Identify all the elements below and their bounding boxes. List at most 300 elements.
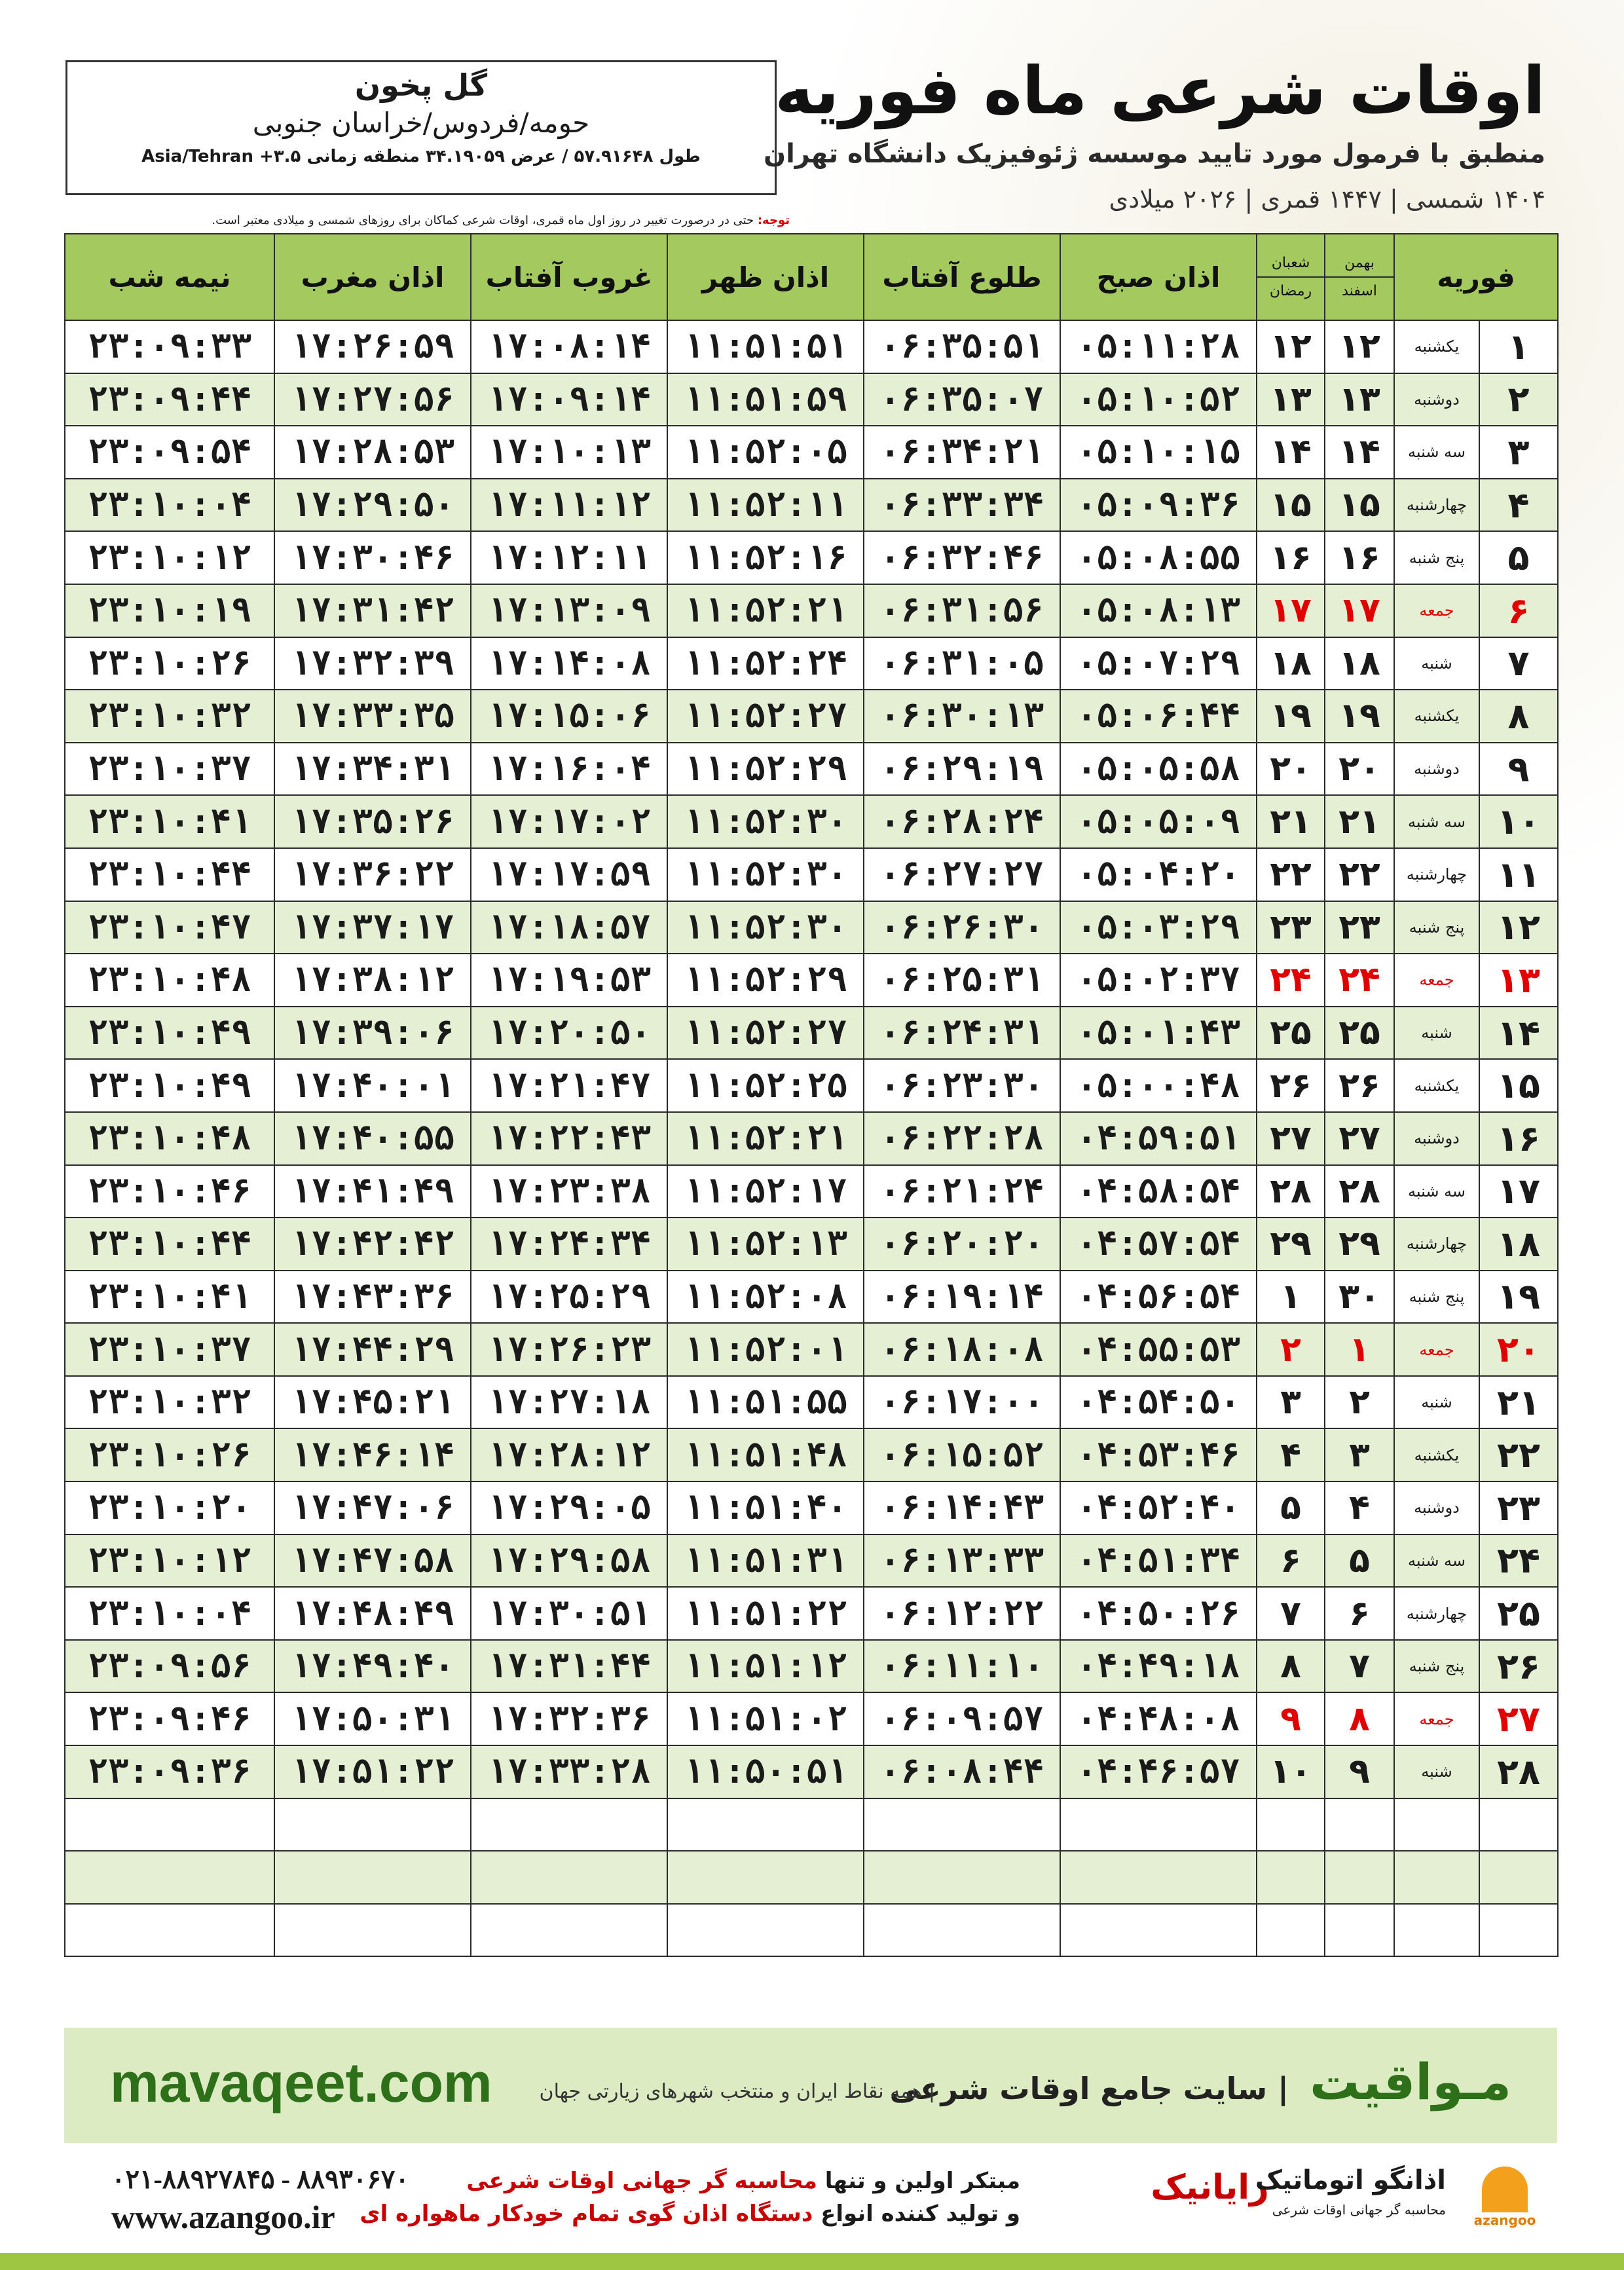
midnight-time: ۲۳:۰۹:۴۴: [65, 373, 274, 426]
dhuhr-time: ۱۱:۵۱:۲۲: [667, 1587, 864, 1640]
sunrise-time: ۰۶:۱۹:۱۴: [864, 1271, 1060, 1324]
midnight-time: ۲۳:۱۰:۴۴: [65, 848, 274, 901]
weekday: جمعه: [1394, 584, 1479, 637]
qamari-day: ۲۸: [1257, 1165, 1325, 1218]
fajr-time: ۰۵:۰۹:۳۶: [1060, 479, 1257, 532]
fajr-time: ۰۴:۵۴:۵۰: [1060, 1376, 1257, 1429]
fajr-time: ۰۴:۵۰:۲۶: [1060, 1587, 1257, 1640]
shamsi-day: ۱۴: [1325, 426, 1394, 479]
shamsi-day: ۱۶: [1325, 531, 1394, 584]
banner-brand: مـواقیت: [1310, 2053, 1511, 2111]
maghrib-time: ۱۷:۲۶:۵۹: [274, 320, 471, 373]
sunset-time: ۱۷:۰۸:۱۴: [471, 320, 667, 373]
sunset-time: ۱۷:۳۲:۳۶: [471, 1692, 667, 1745]
weekday: دوشنبه: [1394, 373, 1479, 426]
midnight-time: ۲۳:۱۰:۴۷: [65, 901, 274, 954]
weekday: پنج شنبه: [1394, 1271, 1479, 1324]
qamari-day: ۲۷: [1257, 1112, 1325, 1165]
midnight-time: ۲۳:۱۰:۳۷: [65, 743, 274, 796]
weekday: جمعه: [1394, 954, 1479, 1007]
fajr-time: ۰۴:۴۶:۵۷: [1060, 1745, 1257, 1798]
qamari-day: ۲۳: [1257, 901, 1325, 954]
table-row: [65, 531, 1558, 584]
fajr-time: ۰۴:۴۸:۰۸: [1060, 1692, 1257, 1745]
dhuhr-time: ۱۱:۵۱:۰۲: [667, 1692, 864, 1745]
qamari-day: ۲: [1257, 1323, 1325, 1376]
sunset-time: ۱۷:۱۵:۰۶: [471, 690, 667, 743]
fajr-time: ۰۵:۰۲:۳۷: [1060, 954, 1257, 1007]
weekday: پنج شنبه: [1394, 1640, 1479, 1693]
fajr-time: ۰۴:۵۹:۵۱: [1060, 1112, 1257, 1165]
dhuhr-time: ۱۱:۵۲:۱۷: [667, 1165, 864, 1218]
sunrise-time: ۰۶:۰۸:۴۴: [864, 1745, 1060, 1798]
midnight-time: ۲۳:۱۰:۳۲: [65, 1376, 274, 1429]
midnight-time: [65, 1798, 274, 1851]
weekday: چهارشنبه: [1394, 1218, 1479, 1271]
fajr-time: ۰۵:۱۱:۲۸: [1060, 320, 1257, 373]
weekday: [1394, 1904, 1479, 1957]
maghrib-time: ۱۷:۳۳:۳۵: [274, 690, 471, 743]
table-row: [65, 373, 1558, 426]
note-label: توجه:: [757, 214, 790, 227]
day-number: ۱۵: [1479, 1059, 1558, 1112]
dhuhr-time: ۱۱:۵۱:۵۹: [667, 373, 864, 426]
sunrise-time: ۰۶:۱۵:۵۲: [864, 1428, 1060, 1481]
footer-line-2: و تولید کننده انواع دستگاه اذان گوی تمام خودکار ماهواره ای: [360, 2201, 1020, 2227]
shamsi-day: ۲۳: [1325, 901, 1394, 954]
footer-website[interactable]: www.azangoo.ir: [111, 2199, 335, 2235]
city-name: گل پخون: [354, 67, 488, 103]
fajr-time: [1060, 1904, 1257, 1957]
maghrib-time: ۱۷:۴۲:۴۲: [274, 1218, 471, 1271]
sunrise-time: ۰۶:۱۲:۲۲: [864, 1587, 1060, 1640]
midnight-time: ۲۳:۱۰:۴۱: [65, 795, 274, 848]
qamari-day: [1257, 1798, 1325, 1851]
maghrib-time: ۱۷:۳۹:۰۶: [274, 1007, 471, 1060]
fajr-time: ۰۵:۱۰:۱۵: [1060, 426, 1257, 479]
qamari-day: ۱۶: [1257, 531, 1325, 584]
day-number: [1479, 1851, 1558, 1904]
fajr-time: ۰۵:۰۷:۲۹: [1060, 637, 1257, 690]
website-banner: [64, 2028, 1557, 2143]
maghrib-time: ۱۷:۳۴:۳۱: [274, 743, 471, 796]
table-row: [65, 954, 1558, 1007]
maghrib-time: ۱۷:۴۵:۲۱: [274, 1376, 471, 1429]
midnight-time: ۲۳:۱۰:۰۴: [65, 1587, 274, 1640]
midnight-time: [65, 1904, 274, 1957]
dhuhr-time: ۱۱:۵۲:۰۸: [667, 1271, 864, 1324]
qamari-day: ۱۹: [1257, 690, 1325, 743]
weekday: [1394, 1798, 1479, 1851]
midnight-time: ۲۳:۱۰:۴۴: [65, 1218, 274, 1271]
shamsi-day: [1325, 1798, 1394, 1851]
sunset-time: ۱۷:۱۷:۵۹: [471, 848, 667, 901]
header-sunset: غروب آفتاب: [471, 234, 667, 320]
fajr-time: ۰۵:۰۴:۲۰: [1060, 848, 1257, 901]
weekday: سه شنبه: [1394, 1535, 1479, 1588]
midnight-time: ۲۳:۰۹:۳۳: [65, 320, 274, 373]
sunrise-time: ۰۶:۲۷:۲۷: [864, 848, 1060, 901]
sunrise-time: ۰۶:۲۵:۳۱: [864, 954, 1060, 1007]
sunset-time: ۱۷:۱۲:۱۱: [471, 531, 667, 584]
sunrise-time: ۰۶:۳۰:۱۳: [864, 690, 1060, 743]
table-header-row: [65, 234, 1558, 320]
table-row: [65, 1165, 1558, 1218]
footer: [64, 2159, 1557, 2237]
sunset-time: ۱۷:۱۴:۰۸: [471, 637, 667, 690]
table-row: [65, 479, 1558, 532]
midnight-time: ۲۳:۱۰:۱۹: [65, 584, 274, 637]
day-number: ۱۲: [1479, 901, 1558, 954]
shamsi-day: ۱۸: [1325, 637, 1394, 690]
qamari-day: ۱۵: [1257, 479, 1325, 532]
qamari-day: ۹: [1257, 1692, 1325, 1745]
header-month: فوریه: [1394, 234, 1558, 320]
sunrise-time: ۰۶:۳۵:۵۱: [864, 320, 1060, 373]
dhuhr-time: ۱۱:۵۲:۲۷: [667, 690, 864, 743]
qamari-day: ۲۰: [1257, 743, 1325, 796]
dhuhr-time: ۱۱:۵۱:۳۱: [667, 1535, 864, 1588]
maghrib-time: [274, 1851, 471, 1904]
sunset-time: ۱۷:۳۰:۵۱: [471, 1587, 667, 1640]
weekday: دوشنبه: [1394, 1481, 1479, 1535]
day-number: ۱۶: [1479, 1112, 1558, 1165]
weekday: سه شنبه: [1394, 795, 1479, 848]
table-row: [65, 1535, 1558, 1588]
region-name: حومه/فردوس/خراسان جنوبی: [252, 107, 590, 139]
weekday: یکشنبه: [1394, 1059, 1479, 1112]
fajr-time: ۰۴:۵۲:۴۰: [1060, 1481, 1257, 1535]
day-number: ۵: [1479, 531, 1558, 584]
sunrise-time: ۰۶:۲۸:۲۴: [864, 795, 1060, 848]
shamsi-day: ۷: [1325, 1640, 1394, 1693]
shamsi-day: ۱۳: [1325, 373, 1394, 426]
day-number: [1479, 1904, 1558, 1957]
fajr-time: ۰۵:۰۵:۵۸: [1060, 743, 1257, 796]
sunset-time: ۱۷:۲۶:۲۳: [471, 1323, 667, 1376]
table-row: [65, 690, 1558, 743]
sunset-time: ۱۷:۱۶:۰۴: [471, 743, 667, 796]
shamsi-day: ۲۵: [1325, 1007, 1394, 1060]
note-text: حتی در درصورت تغییر در روز اول ماه قمری، اوقات شرعی کماکان برای روزهای شمسی و میلادی معتبر است.: [212, 214, 758, 227]
fajr-time: ۰۴:۵۷:۵۴: [1060, 1218, 1257, 1271]
maghrib-time: ۱۷:۴۸:۴۹: [274, 1587, 471, 1640]
sunset-time: ۱۷:۲۳:۳۸: [471, 1165, 667, 1218]
shamsi-day: ۳: [1325, 1428, 1394, 1481]
qamari-day: ۱۴: [1257, 426, 1325, 479]
azangoo-logo-subtext: محاسبه گر جهانی اوقات شرعی: [1272, 2202, 1446, 2218]
header-midnight: نیمه شب: [65, 234, 274, 320]
azangoo-logo: azangoo: [1466, 2167, 1544, 2228]
table-row: [65, 1851, 1558, 1904]
header-maghrib: اذان مغرب: [274, 234, 471, 320]
shamsi-day: ۳۰: [1325, 1271, 1394, 1324]
header-dhuhr: اذان ظهر: [667, 234, 864, 320]
sunrise-time: ۰۶:۲۴:۳۱: [864, 1007, 1060, 1060]
dhuhr-time: ۱۱:۵۲:۳۰: [667, 901, 864, 954]
sunrise-time: ۰۶:۳۲:۴۶: [864, 531, 1060, 584]
sunset-time: ۱۷:۲۰:۵۰: [471, 1007, 667, 1060]
fajr-time: ۰۵:۰۸:۵۵: [1060, 531, 1257, 584]
maghrib-time: ۱۷:۲۹:۵۰: [274, 479, 471, 532]
qamari-day: ۱: [1257, 1271, 1325, 1324]
banner-url[interactable]: mavaqeet.com: [110, 2052, 492, 2113]
table-row: [65, 1271, 1558, 1324]
maghrib-time: ۱۷:۴۰:۵۵: [274, 1112, 471, 1165]
sunset-time: ۱۷:۳۱:۴۴: [471, 1640, 667, 1693]
table-row: [65, 743, 1558, 796]
qamari-day: ۷: [1257, 1587, 1325, 1640]
shamsi-day: ۲۶: [1325, 1059, 1394, 1112]
weekday: شنبه: [1394, 1745, 1479, 1798]
qamari-day: ۱۰: [1257, 1745, 1325, 1798]
fajr-time: ۰۵:۰۸:۱۳: [1060, 584, 1257, 637]
table-row: [65, 1376, 1558, 1429]
sunset-time: [471, 1851, 667, 1904]
table-row: [65, 1323, 1558, 1376]
dhuhr-time: ۱۱:۵۲:۱۶: [667, 531, 864, 584]
table-row: [65, 1112, 1558, 1165]
midnight-time: ۲۳:۱۰:۴۶: [65, 1165, 274, 1218]
dhuhr-time: [667, 1851, 864, 1904]
midnight-time: ۲۳:۰۹:۳۶: [65, 1745, 274, 1798]
table-row: [65, 1218, 1558, 1271]
sunrise-time: ۰۶:۲۱:۲۴: [864, 1165, 1060, 1218]
dhuhr-time: ۱۱:۵۲:۳۰: [667, 848, 864, 901]
dhuhr-time: ۱۱:۵۲:۲۱: [667, 584, 864, 637]
day-number: ۲۴: [1479, 1535, 1558, 1588]
weekday: پنج شنبه: [1394, 531, 1479, 584]
day-number: ۱۱: [1479, 848, 1558, 901]
day-number: ۲۷: [1479, 1692, 1558, 1745]
shamsi-day: [1325, 1851, 1394, 1904]
shamsi-day: ۲۴: [1325, 954, 1394, 1007]
shamsi-day: ۲۹: [1325, 1218, 1394, 1271]
sunrise-time: ۰۶:۲۹:۱۹: [864, 743, 1060, 796]
sunset-time: ۱۷:۲۸:۱۲: [471, 1428, 667, 1481]
day-number: ۳: [1479, 426, 1558, 479]
azangoo-mark-icon: [1482, 2167, 1528, 2212]
fajr-time: ۰۵:۰۵:۰۹: [1060, 795, 1257, 848]
weekday: شنبه: [1394, 637, 1479, 690]
midnight-time: ۲۳:۰۹:۵۴: [65, 426, 274, 479]
maghrib-time: [274, 1904, 471, 1957]
weekday: چهارشنبه: [1394, 848, 1479, 901]
qamari-day: ۸: [1257, 1640, 1325, 1693]
dhuhr-time: ۱۱:۵۱:۵۱: [667, 320, 864, 373]
qamari-day: ۲۶: [1257, 1059, 1325, 1112]
fajr-time: [1060, 1851, 1257, 1904]
prayer-times-table: [64, 233, 1559, 1957]
maghrib-time: ۱۷:۳۲:۳۹: [274, 637, 471, 690]
sunrise-time: ۰۶:۳۴:۲۱: [864, 426, 1060, 479]
maghrib-time: ۱۷:۳۶:۲۲: [274, 848, 471, 901]
fajr-time: ۰۵:۰۱:۴۳: [1060, 1007, 1257, 1060]
sunrise-time: ۰۶:۳۵:۰۷: [864, 373, 1060, 426]
qamari-day: ۲۹: [1257, 1218, 1325, 1271]
sunset-time: ۱۷:۲۴:۳۴: [471, 1218, 667, 1271]
day-number: ۲۶: [1479, 1640, 1558, 1693]
shamsi-day: ۲۲: [1325, 848, 1394, 901]
coordinates: طول ۵۷.۹۱۶۴۸ / عرض ۳۴.۱۹۰۵۹ منطقه زمانی ۳.۵+ Asia/Tehran: [141, 147, 701, 166]
weekday: [1394, 1851, 1479, 1904]
table-row: [65, 320, 1558, 373]
maghrib-time: ۱۷:۳۰:۴۶: [274, 531, 471, 584]
day-number: ۶: [1479, 584, 1558, 637]
midnight-time: ۲۳:۱۰:۲۶: [65, 637, 274, 690]
shamsi-day: ۱: [1325, 1323, 1394, 1376]
fajr-time: [1060, 1798, 1257, 1851]
weekday: چهارشنبه: [1394, 479, 1479, 532]
qamari-day: ۴: [1257, 1428, 1325, 1481]
sunset-time: ۱۷:۳۳:۲۸: [471, 1745, 667, 1798]
sunrise-time: ۰۶:۳۱:۵۶: [864, 584, 1060, 637]
sunset-time: [471, 1798, 667, 1851]
table-row: [65, 1481, 1558, 1535]
weekday: یکشنبه: [1394, 320, 1479, 373]
shamsi-day: ۵: [1325, 1535, 1394, 1588]
weekday: چهارشنبه: [1394, 1587, 1479, 1640]
qamari-day: ۱۳: [1257, 373, 1325, 426]
rayanik-logo: رایانیک: [1151, 2168, 1269, 2207]
midnight-time: ۲۳:۱۰:۴۱: [65, 1271, 274, 1324]
sunset-time: ۱۷:۱۸:۵۷: [471, 901, 667, 954]
shamsi-day: ۱۲: [1325, 320, 1394, 373]
sunrise-time: ۰۶:۱۷:۰۰: [864, 1376, 1060, 1429]
fajr-time: ۰۴:۴۹:۱۸: [1060, 1640, 1257, 1693]
sunset-time: ۱۷:۱۹:۵۳: [471, 954, 667, 1007]
shamsi-day: ۸: [1325, 1692, 1394, 1745]
maghrib-time: ۱۷:۲۸:۵۳: [274, 426, 471, 479]
fajr-time: ۰۴:۵۸:۵۴: [1060, 1165, 1257, 1218]
maghrib-time: ۱۷:۲۷:۵۶: [274, 373, 471, 426]
dhuhr-time: ۱۱:۵۱:۵۵: [667, 1376, 864, 1429]
sunrise-time: ۰۶:۱۳:۳۳: [864, 1535, 1060, 1588]
fajr-time: ۰۴:۵۵:۵۳: [1060, 1323, 1257, 1376]
dhuhr-time: ۱۱:۵۲:۲۷: [667, 1007, 864, 1060]
banner-slogan: | سایت جامع اوقات شرعی: [889, 2071, 1289, 2106]
sunrise-time: ۰۶:۲۳:۳۰: [864, 1059, 1060, 1112]
sunset-time: ۱۷:۱۷:۰۲: [471, 795, 667, 848]
dhuhr-time: ۱۱:۵۲:۲۱: [667, 1112, 864, 1165]
fajr-time: ۰۴:۵۶:۵۴: [1060, 1271, 1257, 1324]
maghrib-time: ۱۷:۳۷:۱۷: [274, 901, 471, 954]
dhuhr-time: ۱۱:۵۲:۱۱: [667, 479, 864, 532]
shamsi-day: ۱۷: [1325, 584, 1394, 637]
qamari-day: ۲۲: [1257, 848, 1325, 901]
midnight-time: ۲۳:۱۰:۰۴: [65, 479, 274, 532]
qamari-day: ۲۵: [1257, 1007, 1325, 1060]
shamsi-day: [1325, 1904, 1394, 1957]
day-number: ۲۱: [1479, 1376, 1558, 1429]
table-row: [65, 1640, 1558, 1693]
fajr-time: ۰۴:۵۱:۳۴: [1060, 1535, 1257, 1588]
weekday: سه شنبه: [1394, 1165, 1479, 1218]
midnight-time: ۲۳:۱۰:۴۹: [65, 1007, 274, 1060]
qamari-day: ۱۷: [1257, 584, 1325, 637]
maghrib-time: ۱۷:۴۰:۰۱: [274, 1059, 471, 1112]
header-sunrise: طلوع آفتاب: [864, 234, 1060, 320]
midnight-time: ۲۳:۱۰:۴۹: [65, 1059, 274, 1112]
dhuhr-time: ۱۱:۵۲:۰۱: [667, 1323, 864, 1376]
table-row: [65, 1798, 1558, 1851]
day-number: ۷: [1479, 637, 1558, 690]
day-number: ۱۹: [1479, 1271, 1558, 1324]
shamsi-day: ۲: [1325, 1376, 1394, 1429]
qamari-day: ۳: [1257, 1376, 1325, 1429]
fajr-time: ۰۴:۵۳:۴۶: [1060, 1428, 1257, 1481]
sunset-time: ۱۷:۲۱:۴۷: [471, 1059, 667, 1112]
sunset-time: ۱۷:۲۹:۰۵: [471, 1481, 667, 1535]
day-number: ۸: [1479, 690, 1558, 743]
dhuhr-time: ۱۱:۵۱:۴۸: [667, 1428, 864, 1481]
table-row: [65, 1059, 1558, 1112]
dhuhr-time: ۱۱:۵۲:۰۵: [667, 426, 864, 479]
qamari-day: ۱۲: [1257, 320, 1325, 373]
sunset-time: [471, 1904, 667, 1957]
table-row: [65, 795, 1558, 848]
midnight-time: ۲۳:۱۰:۲۶: [65, 1428, 274, 1481]
maghrib-time: ۱۷:۴۶:۱۴: [274, 1428, 471, 1481]
sunset-time: ۱۷:۱۱:۱۲: [471, 479, 667, 532]
footer-phone: ۰۲۱-۸۸۹۲۷۸۴۵ - ۸۸۹۳۰۶۷۰: [111, 2165, 409, 2194]
azangoo-logo-text: اذانگو اتوماتیک: [1255, 2165, 1446, 2195]
sunset-time: ۱۷:۱۳:۰۹: [471, 584, 667, 637]
sunset-time: ۱۷:۱۰:۱۳: [471, 426, 667, 479]
day-number: ۱۳: [1479, 954, 1558, 1007]
midnight-time: ۲۳:۱۰:۳۲: [65, 690, 274, 743]
table-row: [65, 901, 1558, 954]
qamari-day: ۲۱: [1257, 795, 1325, 848]
day-number: ۱۸: [1479, 1218, 1558, 1271]
dhuhr-time: ۱۱:۵۲:۲۹: [667, 743, 864, 796]
midnight-time: [65, 1851, 274, 1904]
shamsi-day: ۲۷: [1325, 1112, 1394, 1165]
day-number: ۱۰: [1479, 795, 1558, 848]
sunrise-time: ۰۶:۱۸:۰۸: [864, 1323, 1060, 1376]
weekday: شنبه: [1394, 1376, 1479, 1429]
dhuhr-time: [667, 1798, 864, 1851]
qamari-day: ۱۸: [1257, 637, 1325, 690]
sunrise-time: ۰۶:۲۲:۲۸: [864, 1112, 1060, 1165]
day-number: ۴: [1479, 479, 1558, 532]
maghrib-time: ۱۷:۳۸:۱۲: [274, 954, 471, 1007]
midnight-time: ۲۳:۰۹:۵۶: [65, 1640, 274, 1693]
table-row: [65, 1587, 1558, 1640]
sunset-time: ۱۷:۲۷:۱۸: [471, 1376, 667, 1429]
weekday: دوشنبه: [1394, 1112, 1479, 1165]
bottom-bar: [0, 2253, 1624, 2270]
calendar-years: ۱۴۰۴ شمسی | ۱۴۴۷ قمری | ۲۰۲۶ میلادی: [1109, 185, 1545, 214]
qamari-day: [1257, 1851, 1325, 1904]
sunset-time: ۱۷:۰۹:۱۴: [471, 373, 667, 426]
maghrib-time: ۱۷:۴۷:۰۶: [274, 1481, 471, 1535]
table-row: [65, 1007, 1558, 1060]
sunrise-time: ۰۶:۳۳:۳۴: [864, 479, 1060, 532]
day-number: ۲: [1479, 373, 1558, 426]
table-row: [65, 1904, 1558, 1957]
dhuhr-time: ۱۱:۵۲:۳۰: [667, 795, 864, 848]
sunrise-time: [864, 1798, 1060, 1851]
maghrib-time: ۱۷:۵۱:۲۲: [274, 1745, 471, 1798]
day-number: ۲۵: [1479, 1587, 1558, 1640]
sunrise-time: [864, 1904, 1060, 1957]
dhuhr-time: ۱۱:۵۲:۱۳: [667, 1218, 864, 1271]
fajr-time: ۰۵:۰۳:۲۹: [1060, 901, 1257, 954]
qamari-day: ۲۴: [1257, 954, 1325, 1007]
footer-line-1: مبتکر اولین و تنها محاسبه گر جهانی اوقات شرعی: [466, 2168, 1020, 2194]
maghrib-time: ۱۷:۴۹:۴۰: [274, 1640, 471, 1693]
